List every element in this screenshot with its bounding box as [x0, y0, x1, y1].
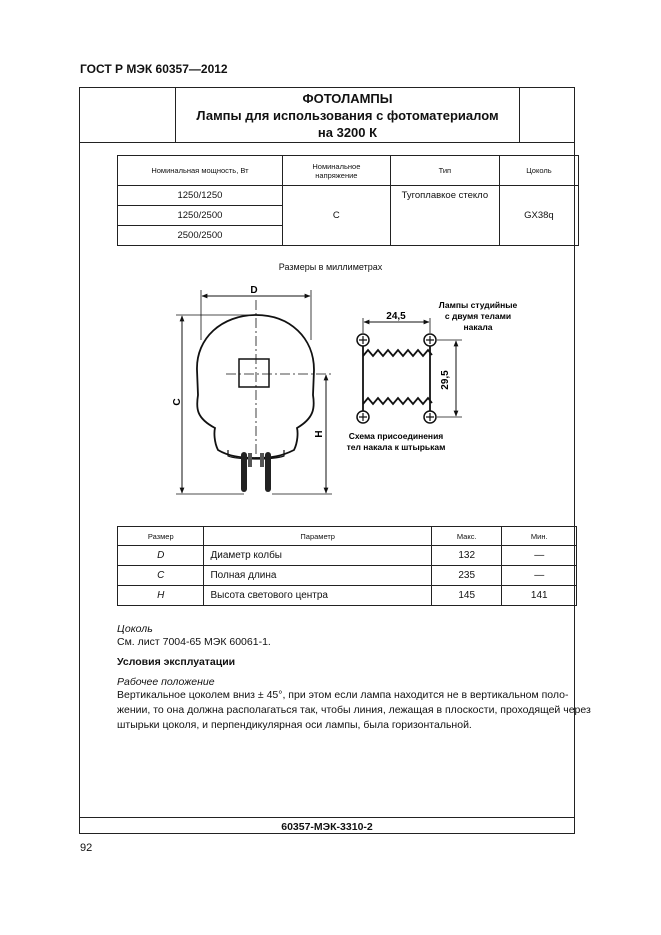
size-cell: C — [118, 566, 204, 586]
param-cell: Полная длина — [204, 566, 431, 586]
col-size-header: Размер — [118, 527, 204, 546]
note-filament: накала — [463, 322, 493, 332]
col-power-header: Номинальная мощность, Вт — [118, 156, 283, 186]
base-pin-left — [241, 452, 247, 492]
sheet-subtitle: Лампы для использования с фотоматериалом — [196, 108, 499, 123]
filament-coil-lower — [363, 398, 432, 404]
note-studio-lamps: Лампы студийные — [438, 300, 518, 310]
min-cell: 141 — [502, 586, 577, 606]
max-cell: 145 — [431, 586, 502, 606]
type-cell: Тугоплавкое стекло — [390, 186, 499, 246]
min-cell: — — [502, 566, 577, 586]
param-cell: Диаметр колбы — [204, 546, 431, 566]
filament-block — [239, 359, 269, 387]
col-max-header: Макс. — [431, 527, 502, 546]
filament-coil-upper — [363, 350, 432, 356]
position-text-line1: Вертикальное цоколем вниз ± 45°, при этом если лампа находится не в вертикальном поло- — [117, 689, 569, 701]
note-filament-to-pins: тел накала к штырькам — [346, 442, 446, 452]
max-cell: 132 — [431, 546, 502, 566]
terminal-crosses — [359, 336, 434, 421]
dim-24-label: 24,5 — [386, 311, 406, 322]
note-two-filaments: с двумя телами — [444, 311, 512, 321]
voltage-cell: C — [282, 186, 390, 246]
dim-D-label: D — [250, 285, 258, 296]
note-connection-scheme: Схема присоединения — [348, 431, 444, 441]
col-param-header: Параметр — [204, 527, 431, 546]
standard-code: ГОСТ Р МЭК 60357—2012 — [80, 62, 228, 76]
sheet-code: 60357-МЭК-3310-2 — [281, 821, 373, 833]
sheet-title: ФОТОЛАМПЫ — [302, 91, 393, 106]
footer-divider — [79, 817, 575, 818]
dim-C-label: C — [172, 398, 183, 406]
base-pin-right — [265, 452, 271, 492]
col-type-header: Тип — [390, 156, 499, 186]
base-heading: Цоколь — [117, 623, 153, 635]
conditions-heading: Условия эксплуатации — [117, 656, 236, 668]
table-row — [118, 566, 577, 586]
min-cell: — — [502, 546, 577, 566]
power-cell: 2500/2500 — [118, 226, 283, 246]
table-row — [118, 546, 577, 566]
col-min-header: Мин. — [502, 527, 577, 546]
col-base-header: Цоколь — [499, 156, 578, 186]
sheet-subtitle-cont: на 3200 К — [317, 125, 378, 140]
table-header-row — [118, 527, 577, 546]
base-pin-left-inner — [248, 453, 252, 467]
max-cell: 235 — [431, 566, 502, 586]
size-cell: D — [118, 546, 204, 566]
position-heading: Рабочее положение — [117, 676, 215, 688]
position-text-line3: штырьки цоколя, и перпендикулярная оси лампы, была горизонтальной. — [117, 719, 472, 731]
size-cell: H — [118, 586, 204, 606]
base-reference: См. лист 7004-65 МЭК 60061-1. — [117, 636, 271, 648]
base-cell: GX38q — [499, 186, 578, 246]
dim-H-label: H — [314, 430, 325, 438]
dim-29-label: 29,5 — [440, 370, 451, 390]
power-cell: 1250/2500 — [118, 206, 283, 226]
table-row — [118, 586, 577, 606]
param-cell: Высота светового центра — [204, 586, 431, 606]
dimensions-caption: Размеры в миллиметрах — [278, 262, 383, 272]
col-voltage-header-l1: Номинальное — [312, 161, 361, 171]
base-pin-right-inner — [260, 453, 264, 467]
page-number: 92 — [80, 842, 93, 854]
dimensions-table — [117, 526, 577, 606]
position-text-line2: жении, то она должна располагаться так, чтобы линия, лежащая в плоскости, проходящей через — [117, 704, 591, 716]
col-voltage-header-l2: напряжение — [315, 170, 358, 180]
power-cell: 1250/1250 — [118, 186, 283, 206]
